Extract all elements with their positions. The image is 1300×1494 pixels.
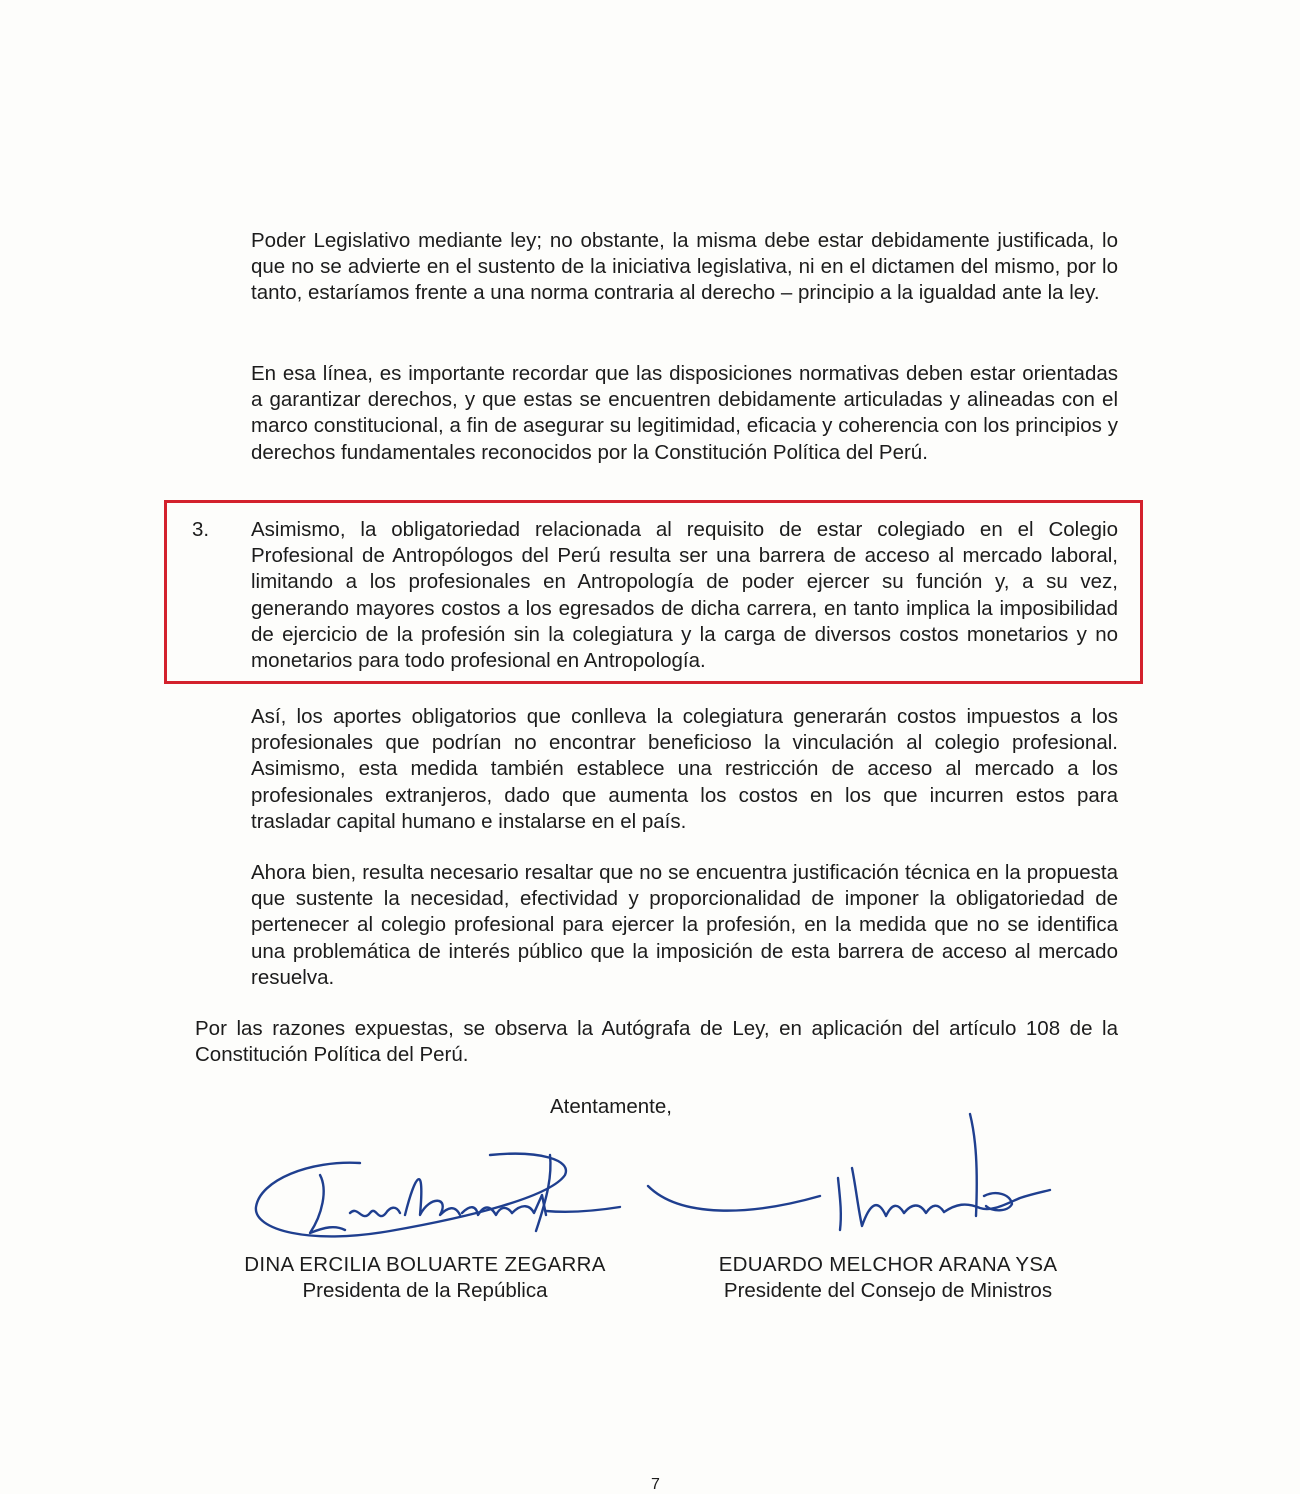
page-number: 7 [651, 1476, 660, 1493]
paragraph-mandatory-contributions: Así, los aportes obligatorios que conlleva la colegiatura generarán costos impuestos a los profesionales que podrían no encontrar beneficioso la vinculación al colegio profesional. Asimismo, esta medida también establece una restricción de acceso al mercado a los profesionales extranjeros, dado que aumenta los costos en los que incurren estos para trasladar capital humano e instalarse en el país. [251, 705, 1118, 833]
signatory-title: Presidente del Consejo de Ministros [723, 1279, 1053, 1302]
paragraph-conclusion: Por las razones expuestas, se observa la Autógrafa de Ley, en aplicación del artículo 108 de la Constitución Política del Perú. [195, 1017, 1118, 1067]
signatory-title: Presidenta de la República [302, 1279, 548, 1302]
paragraph-item-3-highlighted: Asimismo, la obligatoriedad relacionada al requisito de estar colegiado en el Colegio Profesional de Antropólogos del Perú resulta ser una barrera de acceso al mercado laboral, limitando a los profesionales en Antropología de poder ejercer su función y, a su vez, generando mayores costos a los egresados de dicha carrera, en tanto implica la imposibilidad de ejercicio de la profesión sin la colegiatura y la carga de diversos costos monetarios y no monetarios para todo profesional en Antropología. [251, 518, 1118, 673]
signatory-left [205, 1252, 645, 1304]
signature-right-image [640, 1108, 1060, 1238]
paragraph-equality-principle: Poder Legislativo mediante ley; no obstante, la misma debe estar debidamente justificada, lo que no se advierte en el sustento de la iniciativa legislativa, ni en el dictamen del mismo, por lo tanto, estaríamos frente a una norma contraria al derecho – principio a la igualdad ante la ley. [251, 229, 1118, 305]
signature-left-image [250, 1135, 630, 1255]
item-number-3: 3. [192, 518, 210, 541]
signatory-right [668, 1252, 1108, 1304]
signatory-name: EDUARDO MELCHOR ARANA YSA [718, 1253, 1058, 1276]
signatory-name: DINA ERCILIA BOLUARTE ZEGARRA [244, 1253, 606, 1276]
paragraph-normative-provisions: En esa línea, es importante recordar que las disposiciones normativas deben estar orientadas a garantizar derechos, y que estas se encuentren debidamente articuladas y alineadas con el marco constitucional, a fin de asegurar su legitimidad, eficacia y coherencia con los principios y derechos fundamentales reconocidos por la Constitución Política del Perú. [251, 362, 1118, 464]
closing-salutation: Atentamente, [550, 1095, 672, 1118]
paragraph-technical-justification: Ahora bien, resulta necesario resaltar que no se encuentra justificación técnica en la propuesta que sustente la necesidad, efectividad y proporcionalidad de imponer la obligatoriedad de pertenecer al colegio profesional para ejercer la profesión, en la medida que no se identifica una problemática de interés público que la imposición de esta barrera de acceso al mercado resuelva. [251, 861, 1118, 989]
